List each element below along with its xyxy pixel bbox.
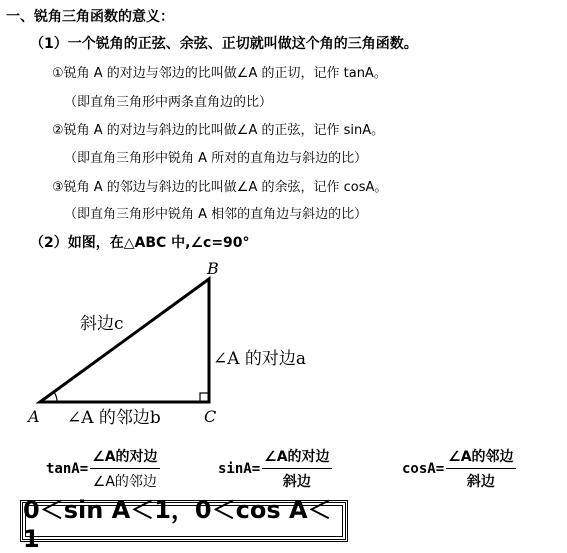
opposite-side-label: ∠A 的对边a (213, 349, 307, 369)
note-sin: （即直角三角形中锐角 A 所对的直角边与斜边的比） (64, 151, 368, 166)
note-tan: （即直角三角形中两条直角边的比） (64, 95, 273, 110)
note-cos: （即直角三角形中锐角 A 相邻的直角边与斜边的比） (64, 207, 368, 222)
vertex-label-a: A (28, 407, 40, 426)
sin-denominator: 斜边 (282, 474, 311, 490)
section-title: 一、锐角三角函数的意义： (6, 9, 174, 25)
sin-lhs: sinA= (218, 460, 261, 477)
sin-fraction (262, 446, 331, 491)
tan-fraction (90, 446, 159, 491)
triangle-abc (40, 279, 209, 402)
tan-numerator: ∠A的对边 (90, 446, 159, 469)
definition-tan: ①锐角 A 的对边与邻边的比叫做∠A 的正切，记作 tanA。 (52, 66, 387, 81)
definition-cos: ③锐角 A 的邻边与斜边的比叫做∠A 的余弦，记作 cosA。 (52, 180, 388, 195)
point-1-heading: （1）一个锐角的正弦、余弦、正切就叫做这个角的三角函数。 (30, 36, 418, 52)
cos-fraction (446, 446, 515, 491)
tan-denominator: ∠A的邻边 (92, 474, 157, 490)
tan-lhs: tanA= (46, 460, 89, 477)
right-triangle-diagram (0, 252, 567, 442)
sin-numerator: ∠A的对边 (262, 446, 331, 469)
sin-formula (218, 446, 332, 491)
hypotenuse-label: 斜边c (80, 314, 124, 334)
adjacent-side-label: ∠A 的邻边b (67, 408, 161, 428)
vertex-label-b: B (207, 259, 219, 278)
vertex-label-c: C (204, 407, 217, 426)
cos-numerator: ∠A的邻边 (446, 446, 515, 469)
definition-sin: ②锐角 A 的对边与斜边的比叫做∠A 的正弦，记作 sinA。 (52, 123, 385, 138)
tan-formula (46, 446, 160, 491)
point-2-heading: （2）如图，在△ABC 中,∠c=90° (30, 235, 250, 251)
cos-formula (402, 446, 516, 491)
cos-denominator: 斜边 (466, 474, 495, 490)
cos-lhs: cosA= (402, 460, 445, 477)
boxed-inequality: 0＜sin A＜1，0＜cos A＜1 (20, 500, 348, 542)
